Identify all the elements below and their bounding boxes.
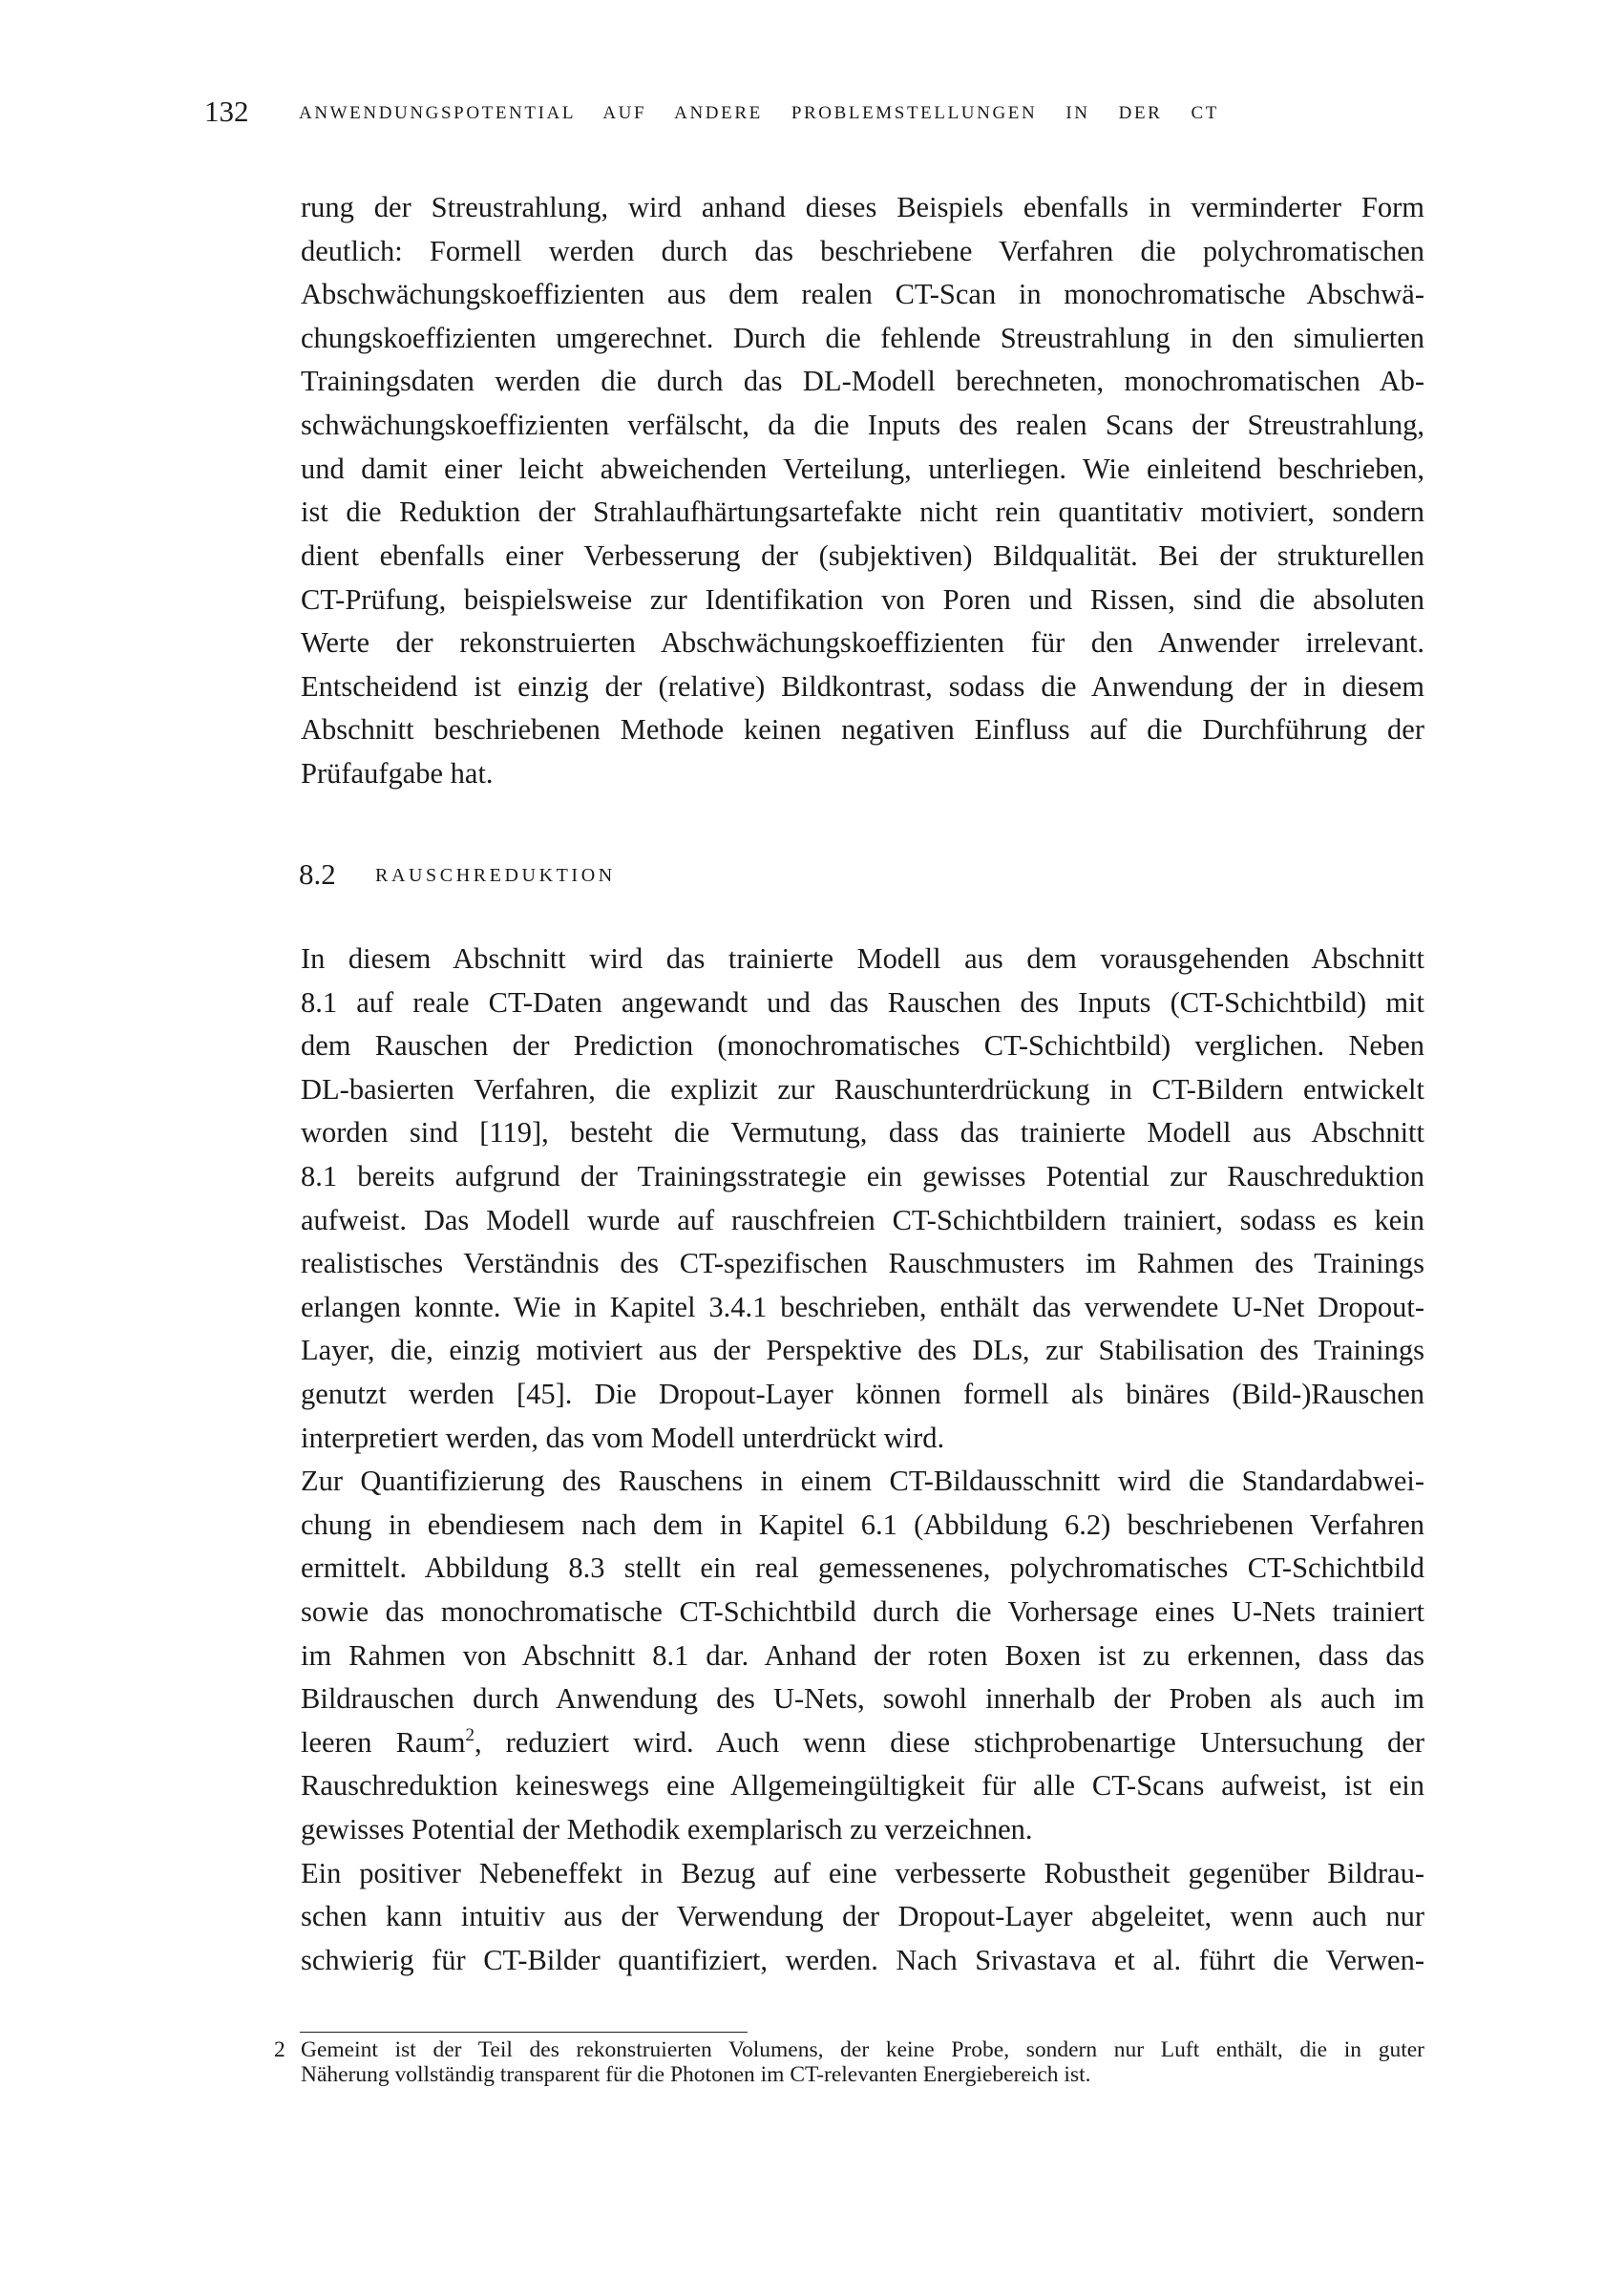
text-line: schen kann intuitiv aus der Verwendung der Dropout-Layer abgeleitet, wenn auch nur [301, 1900, 1424, 1932]
text-line: chungskoeffizienten umgerechnet. Durch die fehlende Streustrahlung in den simulierten [301, 322, 1424, 354]
text-line: dient ebenfalls einer Verbesserung der (subjektiven) Bildqualität. Bei der strukturellen [301, 539, 1424, 572]
text-line: Abschnitt beschriebenen Methode keinen negativen Einfluss auf die Durchführung der [301, 713, 1424, 746]
text-segment: leeren Raum [301, 1726, 466, 1759]
text-line: DL-basierten Verfahren, die explizit zur Rauschunterdrückung in CT-Bildern entwickelt [301, 1073, 1424, 1106]
footnote-number: 2 [274, 2037, 285, 2062]
section-number: 8.2 [299, 857, 336, 891]
text-line [301, 1726, 1424, 1759]
text-line: Abschwächungskoeffizienten aus dem realen CT-Scan in monochromatische Abschwä- [301, 278, 1424, 310]
text-line: Rauschreduktion keineswegs eine Allgemeingültigkeit für alle CT-Scans aufweist, ist ein [301, 1769, 1424, 1802]
text-line: genutzt werden [45]. Die Dropout-Layer können formell als binäres (Bild-)Rauschen [301, 1378, 1424, 1410]
text-line: Werte der rekonstruierten Abschwächungskoeffizienten für den Anwender irrelevant. [301, 626, 1424, 659]
running-header [0, 0, 1624, 134]
text-line: 8.1 bereits aufgrund der Trainingsstrategie ein gewisses Potential zur Rauschreduktion [301, 1160, 1424, 1192]
text-line: interpretiert werden, das vom Modell unterdrückt wird. [301, 1422, 945, 1454]
text-segment: , reduziert wird. Auch wenn diese stichprobenartige Untersuchung der [474, 1726, 1424, 1759]
footnote-line: Gemeint ist der Teil des rekonstruierten Volumens, der keine Probe, sondern nur Luft enthält, die in guter [301, 2037, 1424, 2062]
text-line: Prüfaufgabe hat. [301, 757, 494, 790]
text-line: schwierig für CT-Bilder quantifiziert, werden. Nach Srivastava et al. führt die Verwen- [301, 1944, 1424, 1976]
text-line: dem Rauschen der Prediction (monochromatisches CT-Schichtbild) verglichen. Neben [301, 1029, 1424, 1062]
text-line: In diesem Abschnitt wird das trainierte Modell aus dem vorausgehenden Abschnitt [301, 942, 1424, 975]
running-title: ANWENDUNGSPOTENTIAL AUF ANDERE PROBLEMSTELLUNGEN IN DER CT [299, 103, 1219, 123]
text-line: Trainingsdaten werden die durch das DL-Modell berechneten, monochromatischen Ab- [301, 365, 1424, 397]
text-line: deutlich: Formell werden durch das beschriebene Verfahren die polychromatischen [301, 235, 1424, 267]
text-line: Zur Quantifizierung des Rauschens in einem CT-Bildausschnitt wird die Standardabwei- [301, 1465, 1424, 1497]
text-line: worden sind [119], besteht die Vermutung, dass das trainierte Modell aus Abschnitt [301, 1116, 1424, 1149]
text-line: Ein positiver Nebeneffekt in Bezug auf eine verbesserte Robustheit gegenüber Bildrau- [301, 1857, 1424, 1889]
text-line: ermittelt. Abbildung 8.3 stellt ein real gemessenenes, polychromatisches CT-Schichtbild [301, 1551, 1424, 1584]
text-line: Entscheidend ist einzig der (relative) Bildkontrast, sodass die Anwendung der in diesem [301, 670, 1424, 703]
section-title: RAUSCHREDUKTION [375, 865, 616, 886]
text-line: realistisches Verständnis des CT-spezifischen Rauschmusters im Rahmen des Trainings [301, 1247, 1424, 1279]
footnote-line: Näherung vollständig transparent für die Photonen im CT-relevanten Energiebereich ist. [301, 2062, 1091, 2087]
text-line: sowie das monochromatische CT-Schichtbild durch die Vorhersage eines U-Nets trainiert [301, 1595, 1424, 1628]
footnote-reference[interactable]: 2 [465, 1725, 475, 1745]
text-line: CT-Prüfung, beispielsweise zur Identifikation von Poren und Rissen, sind die absoluten [301, 583, 1424, 616]
text-line: 8.1 auf reale CT-Daten angewandt und das Rauschen des Inputs (CT-Schichtbild) mit [301, 986, 1424, 1019]
text-line: und damit einer leicht abweichenden Verteilung, unterliegen. Wie einleitend beschrieben, [301, 453, 1424, 485]
footnote-separator [300, 2032, 748, 2033]
text-line: gewisses Potential der Methodik exemplarisch zu verzeichnen. [301, 1813, 1033, 1846]
text-line: Layer, die, einzig motiviert aus der Perspektive des DLs, zur Stabilisation des Trainings [301, 1334, 1424, 1366]
text-line: erlangen konnte. Wie in Kapitel 3.4.1 beschrieben, enthält das verwendete U-Net Dropout- [301, 1291, 1424, 1323]
text-line: aufweist. Das Modell wurde auf rauschfreien CT-Schichtbildern trainiert, sodass es kein [301, 1204, 1424, 1236]
text-line: ist die Reduktion der Strahlaufhärtungsartefakte nicht rein quantitativ motiviert, sondern [301, 496, 1424, 528]
text-line: rung der Streustrahlung, wird anhand dieses Beispiels ebenfalls in verminderter Form [301, 191, 1424, 223]
text-line: chung in ebendiesem nach dem in Kapitel 6.1 (Abbildung 6.2) beschriebenen Verfahren [301, 1508, 1424, 1541]
text-line: im Rahmen von Abschnitt 8.1 dar. Anhand der roten Boxen ist zu erkennen, dass das [301, 1639, 1424, 1672]
text-line: schwächungskoeffizienten verfälscht, da die Inputs des realen Scans der Streustrahlung, [301, 409, 1424, 441]
text-line: Bildrauschen durch Anwendung des U-Nets, sowohl innerhalb der Proben als auch im [301, 1682, 1424, 1715]
page-number: 132 [204, 95, 249, 128]
